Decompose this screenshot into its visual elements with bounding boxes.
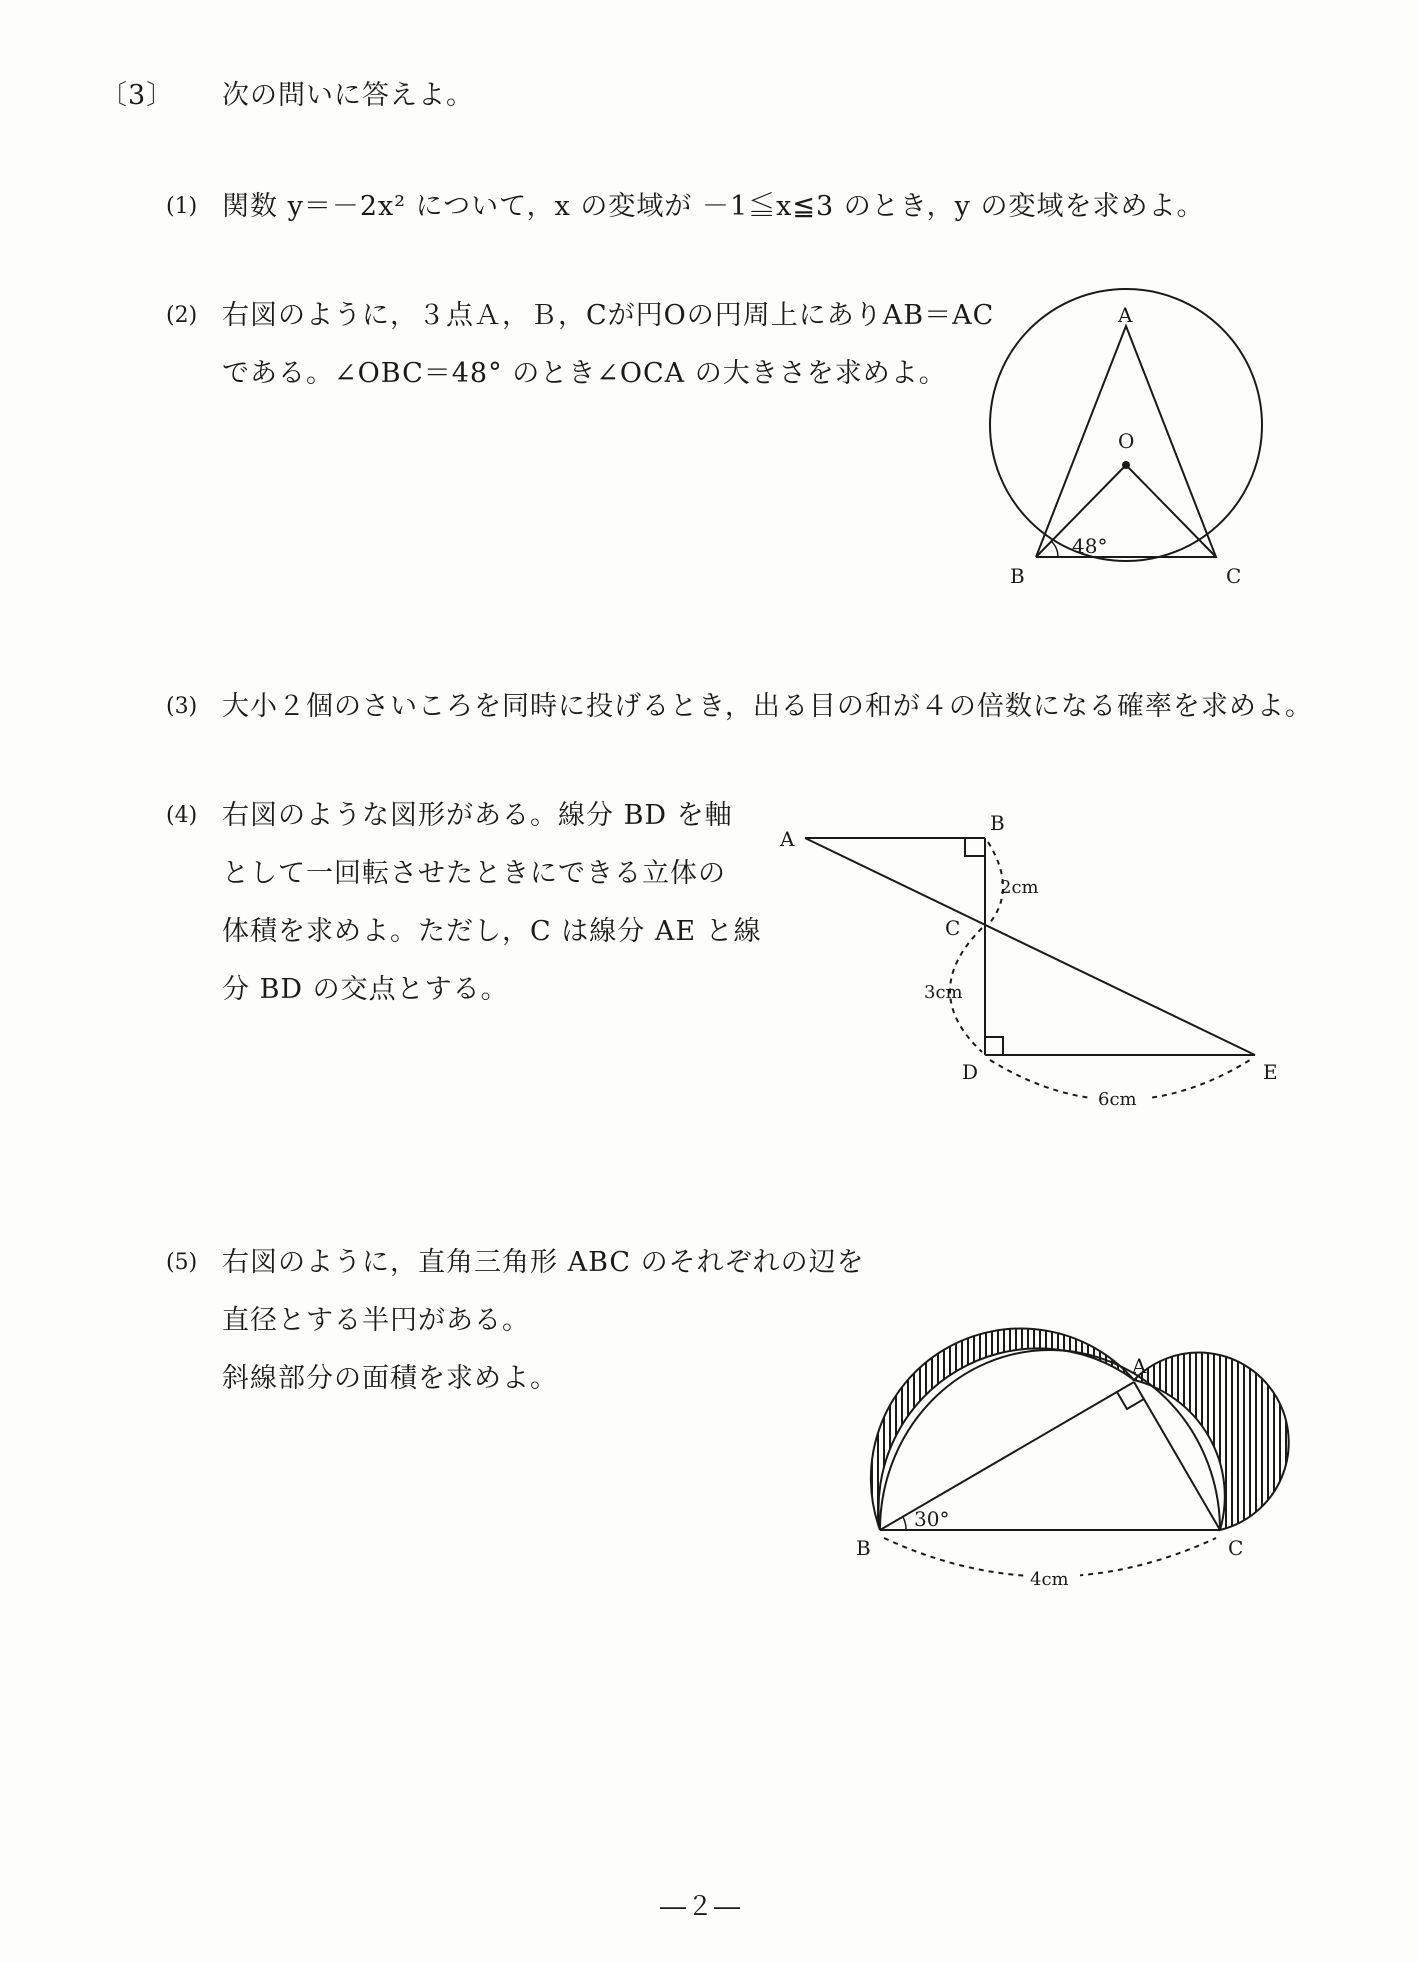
- len-de: 6cm: [1098, 1089, 1137, 1110]
- hatched-region-ac: [1134, 1353, 1289, 1530]
- q3-text: 大小２個のさいころを同時に投げるとき，出る目の和が４の倍数になる確率を求めよ。: [222, 691, 1313, 722]
- right-angle-a: [1117, 1392, 1144, 1409]
- page-number: ―２―: [660, 1892, 742, 1922]
- q1-number: (1): [166, 194, 198, 219]
- q1-text: 関数 y＝－2x² について，x の変域が －1≦x≦3 のとき，y の変域を求めよ。: [222, 191, 1205, 222]
- section-instruction: 次の問いに答えよ。: [222, 80, 474, 111]
- label-a: A: [780, 827, 795, 851]
- q4-line4: 分 BD の交点とする。: [222, 974, 509, 1005]
- label-a: A: [1132, 1354, 1147, 1378]
- label-e: E: [1263, 1060, 1278, 1084]
- q2-line2: である。∠OBC＝48° のとき∠OCA の大きさを求めよ。: [222, 358, 947, 389]
- angle-label: 48°: [1072, 534, 1108, 558]
- q4-line1: 右図のような図形がある。線分 BD を軸: [222, 800, 733, 831]
- label-c: C: [945, 916, 961, 940]
- q4-line2: として一回転させたときにできる立体の: [222, 858, 726, 889]
- label-c: C: [1226, 564, 1242, 588]
- label-d: D: [962, 1060, 979, 1084]
- label-a: A: [1118, 303, 1133, 327]
- q2-line1: 右図のように，３点Ａ，Ｂ，Cが円Oの円周上にありAB＝AC: [222, 300, 995, 331]
- angle-arc-b: [903, 1517, 906, 1530]
- q5-line3: 斜線部分の面積を求めよ。: [222, 1363, 558, 1394]
- label-b: B: [990, 811, 1005, 835]
- label-c: C: [1228, 1536, 1244, 1560]
- section-number: 〔3〕: [100, 80, 175, 111]
- len-cd: 3cm: [924, 982, 963, 1003]
- q3-number: (3): [166, 694, 198, 719]
- q5-number: (5): [166, 1250, 198, 1275]
- q4-number: (4): [166, 803, 198, 828]
- len-bc: 2cm: [1000, 877, 1039, 898]
- label-b: B: [856, 1536, 871, 1560]
- angle-label: 30°: [914, 1507, 950, 1531]
- q2-number: (2): [166, 303, 198, 328]
- label-o: O: [1118, 429, 1135, 453]
- q4-line3: 体積を求めよ。ただし，C は線分 AE と線: [222, 916, 762, 947]
- len-bc: 4cm: [1030, 1569, 1069, 1590]
- q5-line2: 直径とする半円がある。: [222, 1305, 530, 1336]
- label-b: B: [1010, 564, 1025, 588]
- q5-line1: 右図のように，直角三角形 ABC のそれぞれの辺を: [222, 1247, 865, 1278]
- hatched-region-ab: [871, 1329, 1134, 1530]
